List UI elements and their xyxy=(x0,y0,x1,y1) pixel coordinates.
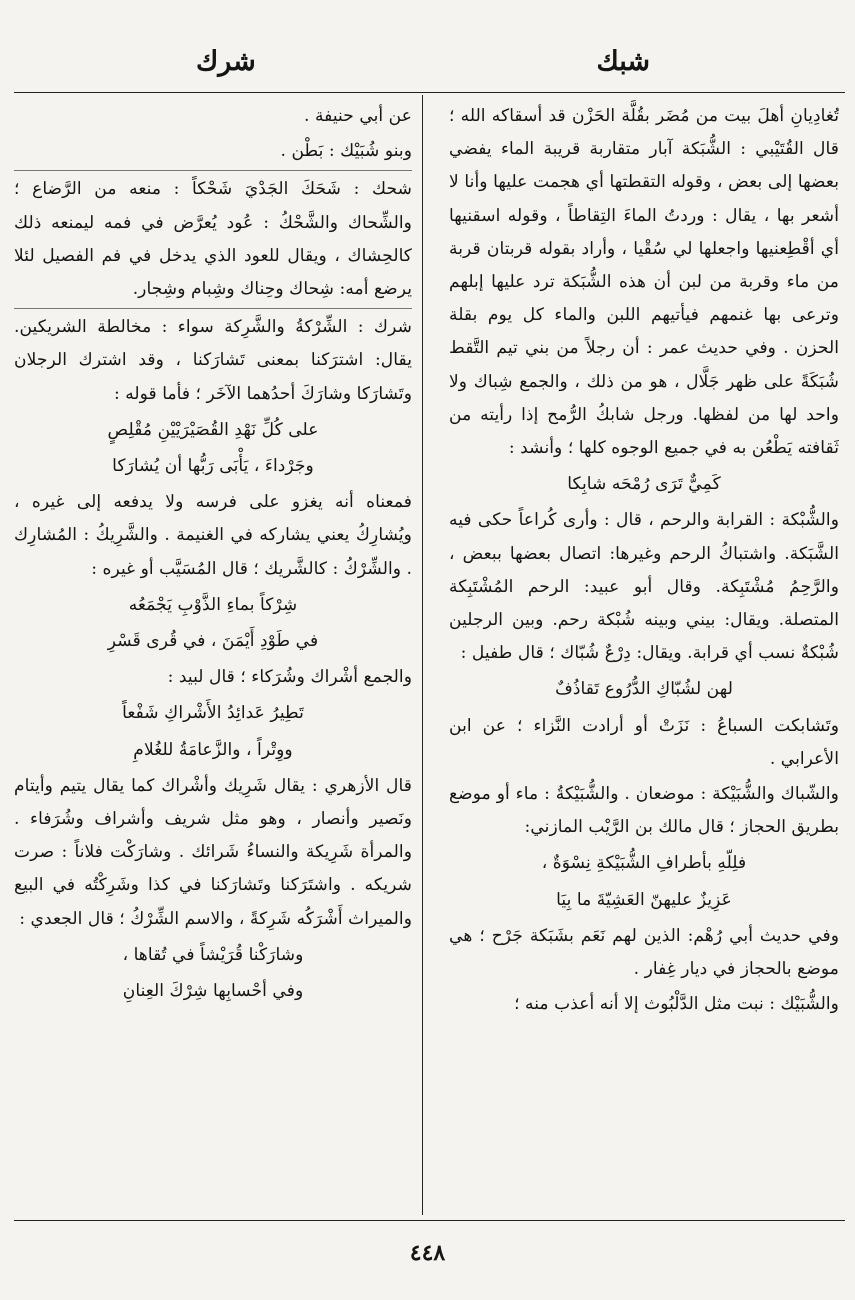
paragraph-tashabakat: وتَشابكت السباعُ : نَزَتْ أو أرادت النَّزاء ؛ عن ابن الأعرابي . xyxy=(449,715,839,769)
column-divider xyxy=(422,95,423,1215)
verse-line: وجَرْداءَ ، يَأْبَى رَبُّها أن يُشارَكا xyxy=(112,456,314,477)
verse-line: ووِتْراً ، والزَّعامَةُ للغُلامِ xyxy=(133,739,293,760)
entry-shahak: شحك : شَحَكَ الجَدْيَ شَحْكاً : منعه من الرَّضاع ؛ والشِّحاك والشَّحْكُ : عُود يُعرَّض في فمه ليمنعه ذلك كالحِشاك ، ويقال للعود الذي يدخل في فم الفصيل لئلا يرضع أمه: شِحاك وحِناك وشِبام وشِجار. xyxy=(14,170,412,306)
verse-line: فلِلّهِ بأطرافِ الشُّبَيْكةِ نِسْوَةٌ ، xyxy=(541,853,747,874)
paragraph-sharik-meaning: فمعناه أنه يغزو على فرسه ولا يدفعه إلى غيره ، ويُشارِكُ يعني يشاركه في الغنيمة . والشَّرِيكُ : المُشارِك . والشِّرْكُ : كالشَّريك ؛ قال المُسَيَّب أو غيره : xyxy=(14,492,412,579)
page-header-right-word: شبك xyxy=(596,46,650,77)
verse-line: كَمِيٌّ تَرَى رُمْحَه شابِكا xyxy=(567,474,721,495)
paragraph-plural-labid: والجمع أشْراك وشُرَكاء ؛ قال لبيد : xyxy=(167,667,412,688)
footer-rule xyxy=(14,1220,845,1221)
right-column xyxy=(449,100,839,1215)
verse-line: وشارَكْنا قُرَيْشاً في تُقاها ، xyxy=(122,944,304,965)
verse-line: عَزِيزٌ عليهنّ العَشِيّةَ ما بِيَا xyxy=(556,889,732,910)
page-number: ٤٤٨ xyxy=(409,1240,446,1266)
verse-line: لهن لشُبّاكِ الدُّرُوع تَقاذُفٌ xyxy=(555,679,733,700)
verse-line: على كُلِّ نَهْدِ القُصَيْرَيْيْنِ مُقْلِصٍ xyxy=(107,419,319,440)
page-header-left-word: شرك xyxy=(196,46,256,77)
paragraph-shubka-kinship: والشُّبْكة : القرابة والرحم ، قال : وأرى كُراعاً حكى فيه الشَّبَكة. واشتباكُ الرحم وغيرها: اتصال بعضها ببعض ، والرَّحِمُ مُشْتَبِكة. وقال أبو عبيد: الرحم المُشْتَبِكة المتصلة. ويقال: بيني وبينه شُبْكة رحم. وبين الرجلين شُبْكةٌ نسب أي قرابة. ويقال: دِرْعٌ شُبّاك ؛ قال طفيل : xyxy=(449,510,839,664)
entry-sharak: شرك : الشِّرْكةُ والشَّرِكة سواء : مخالطة الشريكين. يقال: اشترَكنا بمعنى تَشارَكنا ، وقد اشترك الرجلان وتَشارَكا وشارَكَ أحدُهما الآخَر ؛ فأما قوله : xyxy=(14,308,412,411)
left-column xyxy=(14,100,412,1215)
paragraph-banu-shubayk: وبنو شُبَيْك : بَطْن . xyxy=(280,141,412,162)
verse-line: في طَوْدِ أَيْمَنَ ، في قُرى قَسْرِ xyxy=(107,631,319,652)
verse-line: شِرْكاً بماءِ الذَّوْبِ يَجْمَعُه xyxy=(128,594,298,615)
paragraph-abi-hanifa: عن أبي حنيفة . xyxy=(304,106,412,126)
paragraph-shubayk-plant: والشُّبَيْك : نبت مثل الدَّلْبُوث إلا أنه أعذب منه ؛ xyxy=(514,994,839,1015)
header-rule xyxy=(14,92,845,93)
verse-line: وفي أحْسابِها شِرْكَ العِنانِ xyxy=(122,981,304,1002)
paragraph-shubayka-places: والشّباك والشُّبَيْكة : موضعان . والشُّبَيْكةُ : ماء أو موضع بطريق الحجاز ؛ قال مالك بن الرَّيْب المازني: xyxy=(449,784,839,838)
paragraph-azhari: قال الأزهري : يقال شَرِيك وأشْراك كما يقال يتيم وأيتام ونَصير وأنصار ، وهو مثل شريف وأشراف وشُرَفاء . والمرأة شَرِيكة والنساءُ شَرائك . وشارَكْت فلاناً : صرت شريكه . واشتَرَكنا وتَشارَكنا في كذا وشَرِكْتُه في البيع والميراث أَشْرَكُه شَرِكةً ، والاسم الشِّرْكُ ؛ قال الجعدي : xyxy=(14,775,412,929)
paragraph-shabaka-continuation: تُغادِيانِ أهلَ بيت من مُضَر بقُلَّة الحَزْن قد أسقاكه الله ؛ قال القُتَيْبي : الشُّبَكة آبار متقاربة قريبة الماء يفضي بعضها إلى بعض ، وقوله التقطتها أي هجمت عليها وأنا لا أشعر بها ، يقال : وردتُ الماءَ التِقاطاً ، وقوله اسقنيها أي أقْطِعنيها واجعلها لي سُقْيا ، وأراد بقوله قربتان قربة من ماء وقربة من لبن أن هذه الشُّبَكة ترد عليها إبلهم وترعى بها غنمهم فيأتيهم اللبن والماء كل يوم بقلة الحزن . وفي حديث عمر : أن رجلاً من بني تيم التَّقط شُبَكَةً على ظهر جَلَّال ، هو من ذلك ، والجمع شِباك ولا واحد لها من لفظها. ورجل شابكُ الرُّمح إذا رأيته من ثَقافته يَطْعُن به في جميع الوجوه كلها ؛ وأنشد : xyxy=(449,106,839,459)
paragraph-abi-ruhm-hadith: وفي حديث أبي رُهْم: الذين لهم نَعَم بشَبَكة جَرْح ؛ هي موضع بالحجاز في ديار غِفار . xyxy=(449,925,839,980)
verse-line: تَطِيرُ عَدائِدُ الأَشْراكِ شَفْعاً xyxy=(122,703,304,724)
